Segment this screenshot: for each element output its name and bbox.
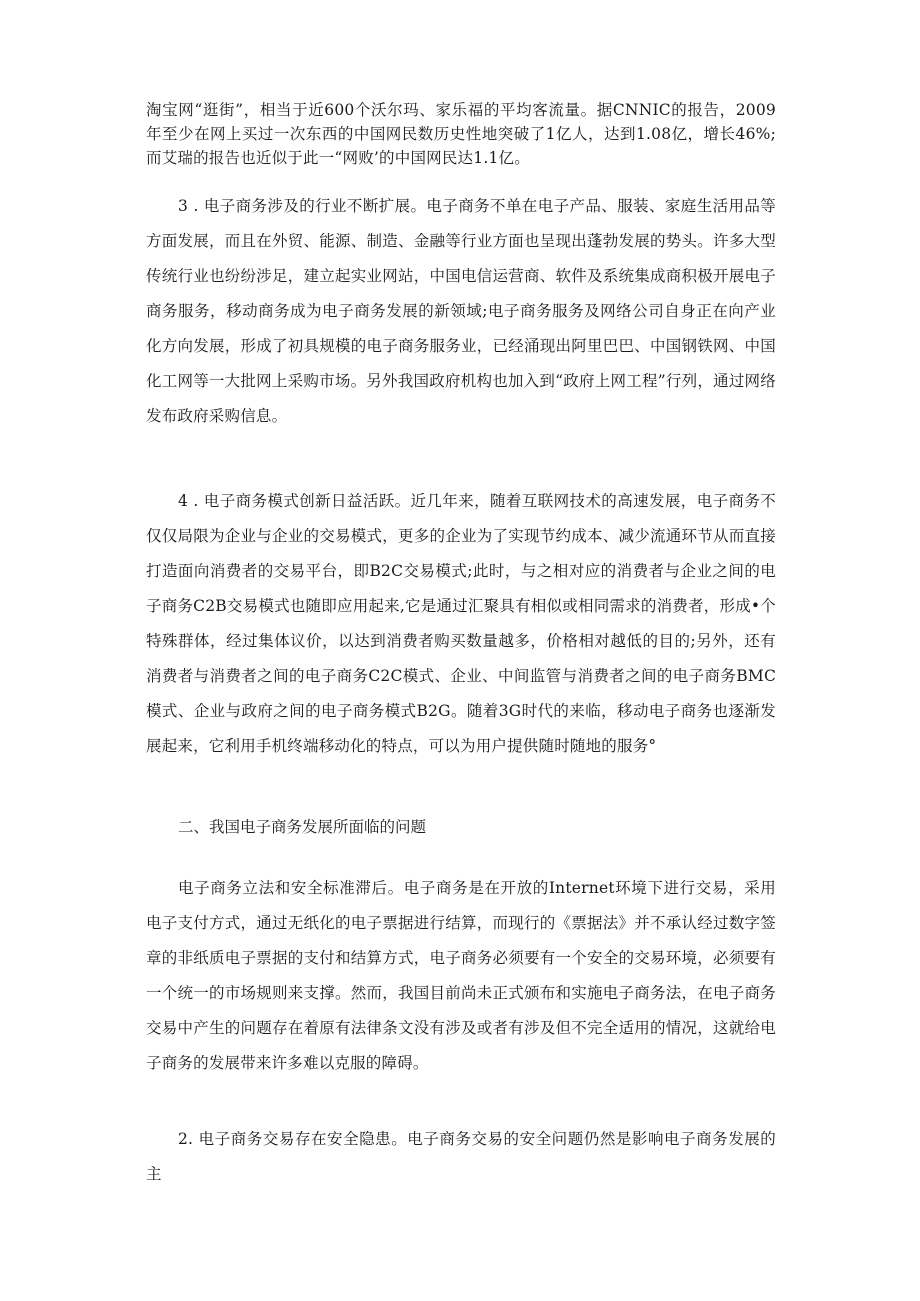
paragraph-point-4: 4 . 电子商务模式创新日益活跃。近几年来，随着互联网技术的高速发展，电子商务不仅仅局限为企业与企业的交易模式，更多的企业为了实现节约成本、减少流通环节从而直接打造面向消费者的交易平台，即B2C交易模式;此时，与之相对应的消费者与企业之间的电子商务C2B交易模式也随即应用起来,它是通过汇聚具有相似或相同需求的消费者，形成•个特殊群体，经过集体议价，以达到消费者购买数量越多，价格相对越低的目的;另外，还有消费者与消费者之间的电子商务C2C模式、企业、中间监管与消费者之间的电子商务BMC模式、企业与政府之间的电子商务模式B2G。随着3G时代的来临，移动电子商务也逐渐发展起来，它利用手机终端移动化的特点，可以为用户提供随时随地的服务° bbox=[146, 492, 776, 755]
paragraph-point-3: 3 . 电子商务涉及的行业不断扩展。电子商务不单在电子产品、服装、家庭生活用品等方面发展，而且在外贸、能源、制造、金融等行业方面也呈现出蓬勃发展的势头。许多大型传统行业也纷纷涉足，建立起实业网站，中国电信运营商、软件及系统集成商积极开展电子商务服务，移动商务成为电子商务发展的新领域;电子商务服务及网络公司自身正在向产业化方向发展，形成了初具规模的电子商务服务业，已经涌现出阿里巴巴、中国钢铁网、中国化工网等一大批网上采购市场。另外我国政府机构也加入到“政府上网工程”行列，通过网络发布政府采购信息。 bbox=[146, 197, 776, 425]
section-heading-problems: 二、我国电子商务发展所面临的问题 bbox=[178, 818, 427, 836]
paragraph-intro-continuation: 淘宝网“逛街”，相当于近600个沃尔玛、家乐福的平均客流量。据CNNIC的报告，2009年至少在网上买过一次东西的中国网民数历史性地突破了1亿人，达到1.08亿，增长46%;而艾瑞的报告也近似于此一“网败’的中国网民达1.1亿。 bbox=[146, 101, 776, 167]
paragraph-problem-1: 电子商务立法和安全标准滞后。电子商务是在开放的Internet环境下进行交易，采用电子支付方式，通过无纸化的电子票据进行结算，而现行的《票据法》并不承认经过数字签章的非纸质电子票据的支付和结算方式，电子商务必须要有一个安全的交易环境，必须要有一个统一的市场规则来支撑。然而，我国目前尚未正式颁布和实施电子商务法，在电子商务交易中产生的问题存在着原有法律条文没有涉及或者有涉及但不完全适用的情况，这就给电子商务的发展带来许多难以克服的障碍。 bbox=[146, 879, 776, 1072]
paragraph-problem-2: 2. 电子商务交易存在安全隐患。电子商务交易的安全问题仍然是影响电子商务发展的主 bbox=[146, 1130, 776, 1183]
